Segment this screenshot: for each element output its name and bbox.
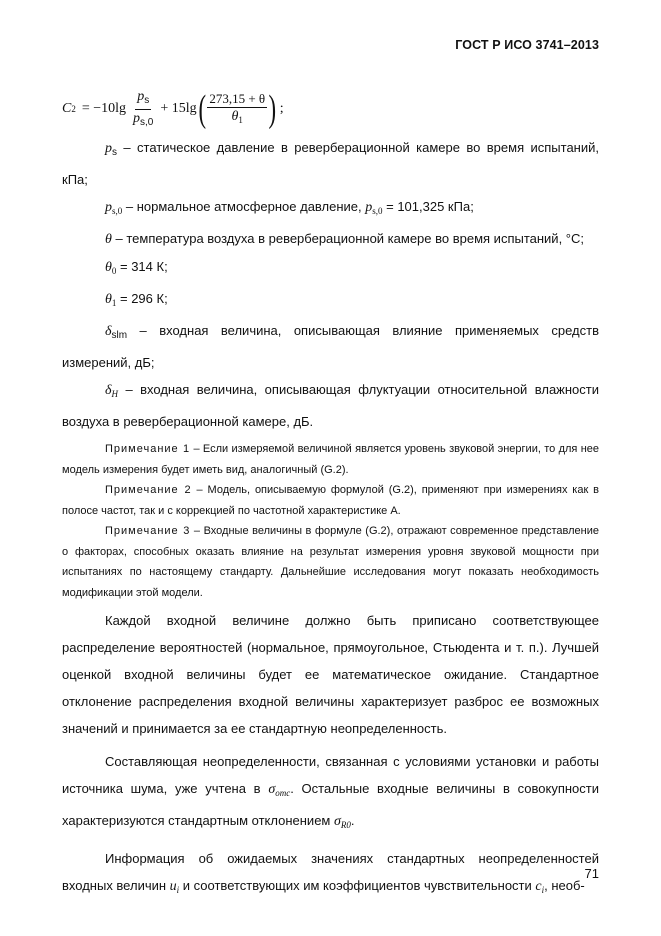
sym-ps0-2: p (365, 200, 373, 215)
sym-theta0: θ (105, 260, 112, 275)
def-ps0 (62, 193, 599, 225)
f1-num-sub: s (144, 94, 150, 106)
def-theta1-value: = 296 К; (116, 291, 168, 306)
sym-dh-sub: H (111, 389, 119, 399)
p2-text-b: . Остальные входные величины в совокупности характеризуются стандартным отклонением (62, 781, 599, 828)
p2-text-c: . (350, 813, 355, 828)
formula-fraction-temperature (207, 91, 267, 128)
sym-ps0: p (105, 200, 112, 215)
sym-ps-sub: s (112, 147, 117, 158)
page-number: 71 (584, 866, 599, 881)
note-2-label: Примечание 2 (105, 484, 192, 496)
p3-text-b: и соответствующих им коэффициентов чувствительности (179, 878, 536, 893)
paragraph-information (62, 845, 599, 904)
f2-num: 273,15 + θ (209, 90, 266, 106)
def-theta (62, 225, 599, 253)
p3-text-a: Информация об ожидаемых значениях стандартных неопределенностей входных величин (62, 851, 599, 893)
note-3-label: Примечание 3 (105, 525, 191, 537)
def-theta0 (62, 253, 599, 285)
sym-sigma-omc-sub: omc (275, 788, 291, 798)
right-paren: ) (268, 88, 277, 130)
f1-den-sub: s,0 (140, 116, 154, 128)
formula-lhs: C (62, 101, 72, 116)
note-3 (62, 521, 599, 603)
def-theta-text: – температура воздуха в реверберационной камере во время испытаний, °С; (111, 231, 584, 246)
note-3-text: – Входные величины в формуле (G.2), отражают современное представление о факторах, способных оказать влияние на результат измерения уровня звуковой мощности при испытаниях по настоящему стандарту. Дальнейшие исследования могут показать необходимость модификации этой модели. (62, 525, 599, 599)
sym-ci: c (535, 879, 542, 894)
f2-den-sub: 1 (238, 114, 243, 125)
note-1 (62, 439, 599, 480)
formula-c2 (62, 86, 284, 132)
sym-ci-sub: i (541, 885, 545, 895)
sym-dh: δ (105, 383, 112, 398)
def-ps0-value: = 101,325 кПа; (382, 199, 474, 214)
f2-den: θ (231, 108, 239, 124)
formula-eq: = −10lg (81, 101, 127, 116)
def-dh (62, 376, 599, 435)
sym-theta1: θ (105, 292, 112, 307)
p3-text-c: , необ- (544, 878, 585, 893)
sym-theta1-sub: 1 (111, 298, 117, 308)
sym-ps: p (105, 141, 112, 156)
sym-dslm-sub: slm (111, 330, 128, 341)
formula-fraction-pressure (131, 89, 155, 130)
def-ps-text: – статическое давление в реверберационной камере во время испытаний, кПа; (62, 140, 599, 187)
def-ps0-text: – нормальное атмосферное давление, (122, 199, 366, 214)
f1-den: p (133, 110, 141, 126)
sym-theta: θ (105, 232, 112, 247)
def-ps (62, 134, 599, 193)
def-theta1 (62, 285, 599, 317)
def-dh-text: – входная величина, описывающая флуктуации относительной влажности воздуха в реверберационной камере, дБ. (62, 382, 599, 429)
sym-sigma-r0-sub: R0 (340, 820, 351, 830)
left-paren: ( (198, 88, 206, 130)
formula-end: ; (279, 101, 284, 116)
standard-header: ГОСТ Р ИСО 3741–2013 (455, 38, 599, 52)
def-theta0-value: = 314 К; (116, 259, 168, 274)
sym-sigma-r0: σ (333, 814, 341, 829)
sym-theta0-sub: 0 (111, 266, 117, 276)
formula-plus: + 15lg (160, 101, 197, 116)
def-dslm (62, 317, 599, 376)
p2-text-a: Составляющая неопределенности, связанная с условиями установки и работы источника шума, уже учтена в (62, 754, 599, 796)
def-dslm-text: – входная величина, описывающая влияние применяемых средств измерений, дБ; (62, 323, 599, 370)
formula-lhs-sub: 2 (71, 104, 76, 114)
sym-ui-sub: i (176, 885, 180, 895)
sym-dslm: δ (105, 324, 112, 339)
note-1-label: Примечание 1 (105, 443, 191, 455)
sym-ps0-sub: s,0 (112, 206, 123, 216)
sym-ui: u (169, 879, 177, 894)
note-2-text: – Модель, описываемую формулой (G.2), применяют при измерениях как в полосе частот, так и с коррекцией по частотной характеристике А. (62, 484, 600, 517)
note-2 (62, 480, 599, 521)
paragraph-distribution: Каждой входной величине должно быть приписано соответствующее распределение вероятностей (нормальное, прямоугольное, Стьюдента и т. п.). Лучшей оценкой входной величины будет ее математическое ожидание. Стандартное отклонение распределения входной величины характеризует разброс ее возможных значений и принимается за ее стандартную неопределенность. (62, 613, 599, 736)
sym-sigma-omc: σ (268, 782, 276, 797)
sym-ps0-sub-2: s,0 (372, 206, 383, 216)
f1-num: p (137, 88, 145, 104)
page-content (62, 134, 599, 904)
note-1-text: – Если измеряемой величиной является уровень звуковой энергии, то для нее модель измерения будет иметь вид, аналогичный (G.2). (62, 443, 600, 476)
paragraph-uncertainty (62, 748, 599, 839)
